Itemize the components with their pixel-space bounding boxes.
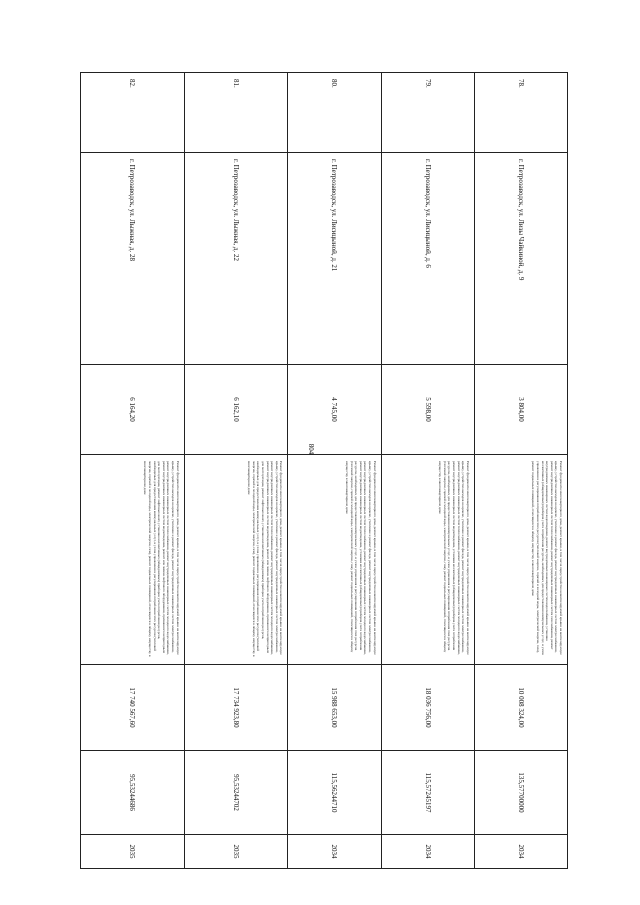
row-cost: 10 008 324,00 bbox=[474, 665, 567, 751]
row-year: 2034 bbox=[288, 835, 381, 869]
row-address: г. Петрозаводск, ул. Лисицыной, д. 21 bbox=[288, 153, 381, 365]
row-cost: 17 740 567,60 bbox=[81, 665, 185, 751]
row-address: г. Петрозаводск, ул. Лизы Чайкиной, д. 9 bbox=[474, 153, 567, 365]
row-area: 4 745,00 bbox=[288, 365, 381, 455]
row-address: г. Петрозаводск, ул. Лисицыной, д. 6 bbox=[381, 153, 474, 365]
row-address: г. Петрозаводск, ул. Лыжная, д. 28 bbox=[81, 153, 185, 365]
row-address: г. Петрозаводск, ул. Лыжная, д. 22 bbox=[184, 153, 288, 365]
table-row bbox=[474, 73, 567, 869]
row-year: 2035 bbox=[81, 835, 185, 869]
row-year: 2034 bbox=[381, 835, 474, 869]
row-rate: 95,53244686 bbox=[81, 751, 185, 835]
row-area: 5 598,00 bbox=[381, 365, 474, 455]
row-number: 79. bbox=[381, 73, 474, 153]
table-row bbox=[81, 73, 185, 869]
row-number: 81. bbox=[184, 73, 288, 153]
row-works: Ремонт фундамента многоквартирного дома, ремонт крыши, в том числе переустройство невентилируемой крыши на вентилируемую крышу, устройство выходов на кровлю, утепление и ремонт фасада, ремонт внутридомовых инженерных систем электроснабжения, ремонт внутридомовых инженерных систем теплоснабжения, ремонт внутридомовых инженерных систем газоснабжения, ремонт внутридомовых инженерных систем водоотведения, ремонт внутридомовых инженерных систем водоснабжения, установка коллективных (общедомовых) приборов учета потребления ресурсов, необходимых для предоставления коммунальных услуг, и узлов управления и регулирования потребления этих ресурсов (тепловой энергии, горячей и холодной воды, электрической энергии, газа), ремонт подвальных помещений, относящихся к общему имуществу в многоквартирном доме bbox=[474, 455, 567, 665]
row-number: 82. bbox=[81, 73, 185, 153]
repair-program-table bbox=[80, 72, 568, 868]
row-works: Ремонт фундамента многоквартирного дома, ремонт крыши, в том числе переустройство невентилируемой крыши на вентилируемую крышу, устройство выходов на кровлю, утепление и ремонт фасада, ремонт внутридомовых инженерных систем электроснабжения, ремонт внутридомовых инженерных систем теплоснабжения, ремонт внутридомовых инженерных систем холодного водоснабжения, ремонт внутридомовых инженерных систем водоотведения, ремонт или замена лифтового оборудования, признанного непригодным для эксплуатации, ремонт лифтовых шахт, установка коллективных (общедомовых) приборов учета потребления ресурсов, необходимых для предоставления коммунальных услуг, и узлов управления и регулирования потребления этих ресурсов (тепловой энергии, горячей и холодной воды, электрической энергии, газа), ремонт подвальных помещений, относящихся к общему имуществу в многоквартирном доме bbox=[184, 455, 288, 665]
row-works: Ремонт фундамента многоквартирного дома, ремонт крыши, в том числе переустройство невентилируемой крыши на вентилируемую крышу, устройство выходов на кровлю, утепление и ремонт фасада, ремонт внутридомовых инженерных систем электроснабжения, ремонт внутридомовых инженерных систем теплоснабжения, ремонт внутридомовых инженерных систем холодного водоснабжения, ремонт внутридомовых инженерных систем водоотведения, установка коллективных (общедомовых) приборов учета потребления ресурсов, необходимых для предоставления коммунальных услуг, и узлов управления и регулирования потребления этих ресурсов (тепловой энергии, горячей и холодной воды, электрической энергии, газа), ремонт подвальных помещений, относящихся к общему имуществу в многоквартирном доме bbox=[288, 455, 381, 665]
row-area: 6 164,20 bbox=[81, 365, 185, 455]
row-rate: 95,53244702 bbox=[184, 751, 288, 835]
table-row bbox=[288, 73, 381, 869]
row-cost: 18 036 756,00 bbox=[381, 665, 474, 751]
table-row bbox=[184, 73, 288, 869]
row-number: 80. bbox=[288, 73, 381, 153]
row-works: Ремонт фундамента многоквартирного дома, ремонт крыши, в том числе переустройство невентилируемой крыши на вентилируемую крышу, устройство выходов на кровлю, утепление и ремонт фасада, ремонт внутридомовых инженерных систем электроснабжения, ремонт внутридомовых инженерных систем теплоснабжения, ремонт внутридомовых инженерных систем холодного водоснабжения, ремонт внутридомовых инженерных систем водоотведения, ремонт или замена лифтового оборудования, признанного непригодным для эксплуатации, ремонт лифтовых шахт, установка коллективных (общедомовых) приборов учета потребления ресурсов, необходимых для предоставления коммунальных услуг, и узлов управления и регулирования потребления этих ресурсов (тепловой энергии, горячей и холодной воды, электрической энергии, газа), ремонт подвальных помещений, относящихся к общему имуществу в многоквартирном доме bbox=[81, 455, 185, 665]
row-cost: 15 988 653,00 bbox=[288, 665, 381, 751]
row-rate: 115,57245197 bbox=[381, 751, 474, 835]
row-rate: 115,56244710 bbox=[288, 751, 381, 835]
row-area: 3 804,00 bbox=[474, 365, 567, 455]
row-year: 2034 bbox=[474, 835, 567, 869]
row-number: 78. bbox=[474, 73, 567, 153]
row-rate: 135,57700000 bbox=[474, 751, 567, 835]
row-area: 6 162,10 bbox=[184, 365, 288, 455]
table-row bbox=[381, 73, 474, 869]
row-works: Ремонт фундамента многоквартирного дома, ремонт крыши, в том числе переустройство невентилируемой крыши на вентилируемую крышу, устройство выходов на кровлю, утепление и ремонт фасада, ремонт внутридомовых инженерных систем электроснабжения, ремонт внутридомовых инженерных систем теплоснабжения, ремонт внутридомовых инженерных систем холодного водоснабжения, ремонт внутридомовых инженерных систем водоотведения, установка коллективных (общедомовых) приборов учета потребления ресурсов, необходимых для предоставления коммунальных услуг, и узлов управления и регулирования потребления этих ресурсов (тепловой энергии, горячей и холодной воды, электрической энергии, газа), ремонт подвальных помещений, относящихся к общему имуществу в многоквартирном доме bbox=[381, 455, 474, 665]
row-year: 2035 bbox=[184, 835, 288, 869]
page-number: 804 bbox=[307, 443, 315, 455]
row-cost: 17 734 923,80 bbox=[184, 665, 288, 751]
